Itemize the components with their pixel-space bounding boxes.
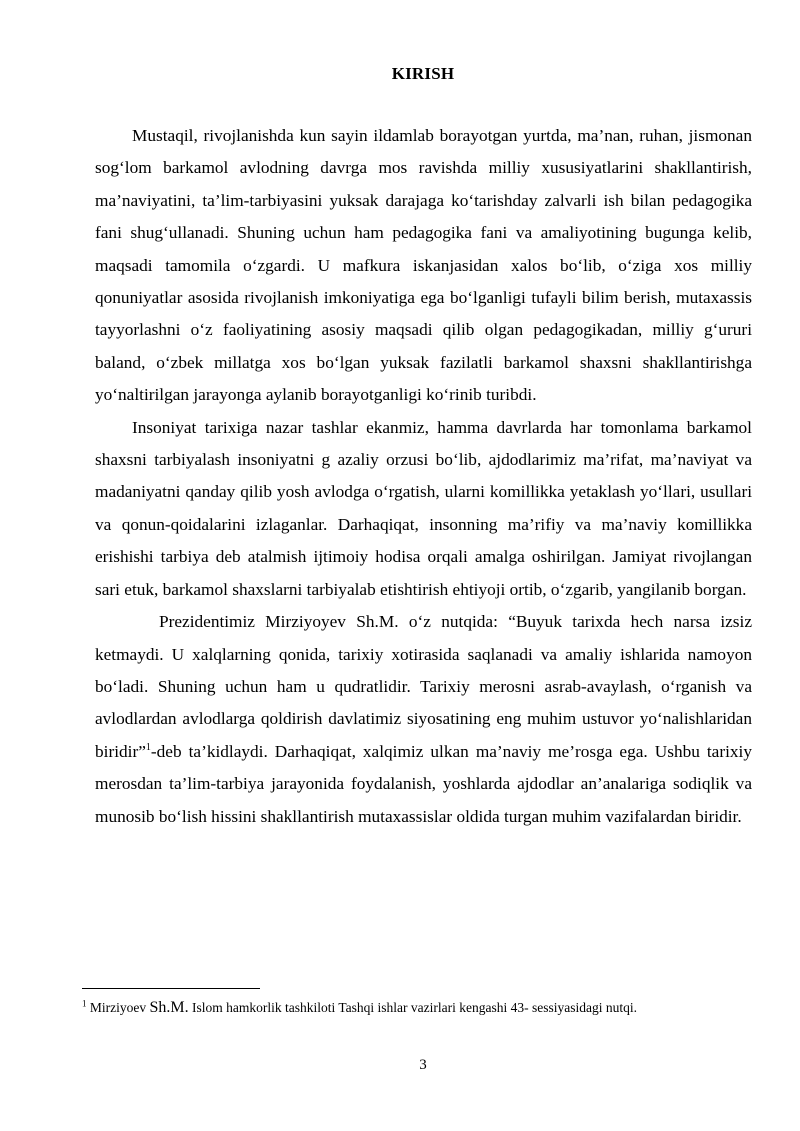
footnote-reference[interactable]: 1 <box>145 741 151 753</box>
paragraph-2: Insoniyat tarixiga nazar tashlar ekanmiz, hamma davrlarda har tomonlama barkamol shaxsni tarbiyalash insoniyatni g azaliy orzusi bo‘lib, ajdodlarimiz ma’rifat, ma’naviyat va madaniyatni qanday qilib yosh avlodga o‘rgatish, ularni komillikka yetaklash yo‘llari, usullari va qonun-qoidalarini izlaganlar. Darhaqiqat, insonning ma’rifiy va ma’naviy komillikka erishishi tarbiya deb atalmish ijtimoiy hodisa orqali amalga oshirilgan. Jamiyat rivojlangan sari etuk, barkamol shaxslarni tarbiyalab etishtirish ehtiyoji ortib, o‘zgarib, yangilanib borgan. <box>95 417 752 599</box>
page-title: KIRISH <box>391 64 455 83</box>
body-text <box>95 120 752 833</box>
paragraph-3-rest: -deb ta’kidlaydi. Darhaqiqat, xalqimiz ulkan ma’naviy me’rosga ega. Ushbu tarixiy merosdan ta’lim-tarbiya jarayonida foydalanish, yoshlarda ajdodlar an’analariga sodiqlik va munosib bo‘lish hissini shakllantirish mutaxassislar oldida turgan muhim vazifalardan biridir. <box>95 741 752 826</box>
footnote-separator <box>82 988 260 989</box>
footnote-mark: 1 <box>82 998 87 1009</box>
page-number: 3 <box>419 1057 427 1073</box>
footnote <box>82 996 732 1020</box>
paragraph-3-quote: Prezidentimiz Mirziyoyev Sh.M. o‘z nutqida: “Buyuk tarixda hech narsa izsiz ketmaydi. U xalqlarning qonida, tarixiy xotirasida saqlanadi va amaliy ishlarida namoyon bo‘ladi. Shuning uchun ham u qudratlidir. Tarixiy merosni asrab-avaylash, o‘rganish va avlodlardan avlodlarga qoldirish davlatimiz siyosatining eng muhim ustuvor yo‘nalishlaridan biridir” <box>95 612 752 761</box>
footnote-text: Islom hamkorlik tashkiloti Tashqi ishlar vazirlari kengashi 43- sessiyasidagi nutqi. <box>188 1000 637 1015</box>
footnote-author-initials: Sh.M. <box>149 999 189 1016</box>
footnote-author-prefix: Mirziyoev <box>89 1000 150 1015</box>
paragraph-3 <box>95 606 752 833</box>
paragraph-1: Mustaqil, rivojlanishda kun sayin ildamlab borayotgan yurtda, ma’nan, ruhan, jismonan sog‘lom barkamol avlodning davrga mos ravishda milliy xususiyatlarini shakllantirish, ma’naviyatini, ta’lim-tarbiyasini yuksak darajaga ko‘tarishday zalvarli ish bilan pedagogika fani shug‘ullanadi. Shuning uchun ham pedagogika fani va amaliyotining bugunga kelib, maqsadi tamomila o‘zgardi. U mafkura iskanjasidan xalos bo‘lib, o‘ziga xos milliy qonuniyatlar asosida rivojlanish imkoniyatiga ega bo‘lganligi tufayli bilim berish, mutaxassis tayyorlashni o‘z faoliyatining asosiy maqsadi qilib olgan pedagogikadan, milliy g‘ururi baland, o‘zbek millatga xos bo‘lgan yuksak fazilatli barkamol shaxsni shakllantirishga yo‘naltirilgan jarayonga aylanib borayotganligi ko‘rinib turibdi. <box>95 126 752 405</box>
